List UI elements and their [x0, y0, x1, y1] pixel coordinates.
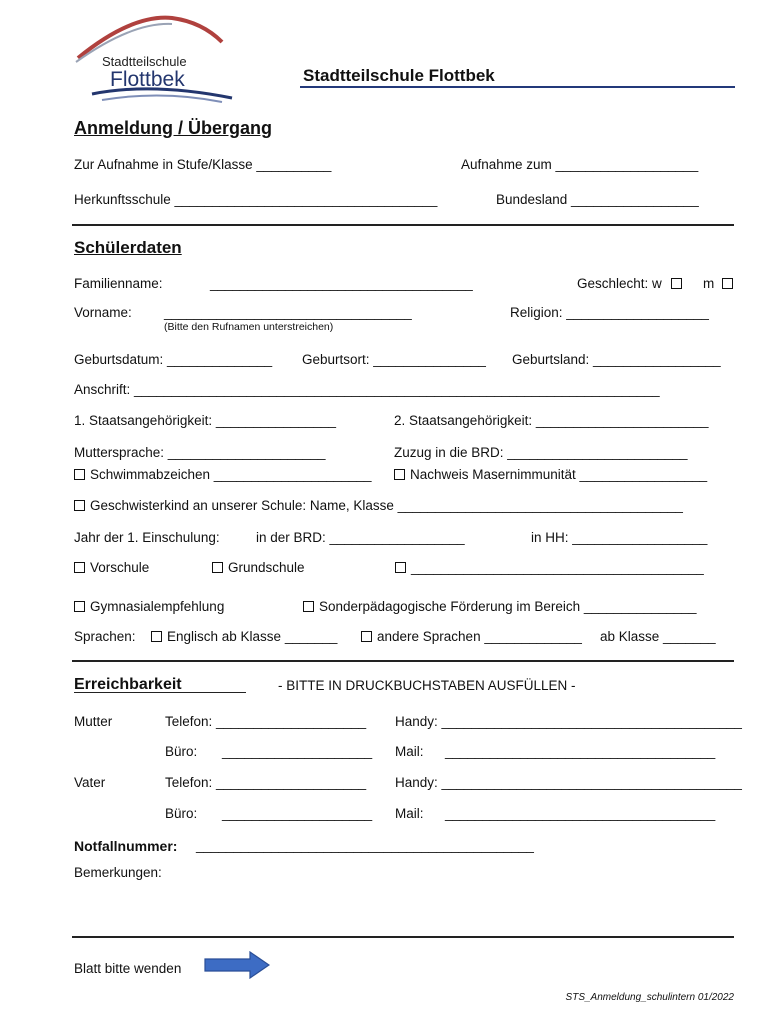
muttersprache-field[interactable]: Muttersprache: _____________________: [74, 445, 326, 460]
heading-underline: [74, 692, 246, 693]
andere-label: andere Sprachen _____________: [377, 629, 582, 644]
mutter-mail-label: Mail:: [395, 744, 424, 759]
in-hh-field[interactable]: in HH: __________________: [531, 530, 708, 545]
school-logo: [72, 12, 242, 104]
vater-mail-field[interactable]: ____________________________________: [445, 806, 716, 821]
checkbox-vorschule[interactable]: [74, 562, 85, 573]
geschwister-row[interactable]: [74, 498, 683, 513]
mutter-handy-field[interactable]: Handy: ________________________________________: [395, 714, 742, 729]
arrow-right-icon: [204, 951, 270, 979]
vorname-label: Vorname:: [74, 305, 132, 320]
vater-buero-field[interactable]: ____________________: [222, 806, 373, 821]
anschrift-field[interactable]: Anschrift: ______________________________________________________________________: [74, 382, 660, 397]
checkbox-andere[interactable]: [361, 631, 372, 642]
blatt-wenden: Blatt bitte wenden: [74, 961, 182, 976]
vorname-field[interactable]: _________________________________: [164, 305, 412, 320]
bemerkungen-area[interactable]: [72, 882, 734, 934]
mutter-buero-label: Büro:: [165, 744, 198, 759]
sonstige-row[interactable]: [395, 560, 704, 575]
checkbox-sonstige[interactable]: [395, 562, 406, 573]
religion-field[interactable]: Religion: ___________________: [510, 305, 709, 320]
sonder-row[interactable]: [303, 599, 697, 614]
document-code: STS_Anmeldung_schulintern 01/2022: [565, 992, 734, 1003]
geschwister-label: Geschwisterkind an unserer Schule: Name, Klasse ______________________________________: [90, 498, 683, 513]
staat1-field[interactable]: 1. Staatsangehörigkeit: ________________: [74, 413, 336, 428]
divider: [72, 660, 734, 662]
grundschule-label: Grundschule: [228, 560, 305, 575]
gymnasial-row[interactable]: [74, 599, 224, 614]
section-erreichbarkeit: Erreichbarkeit: [74, 676, 182, 693]
section-schuelerdaten: Schülerdaten: [74, 238, 182, 257]
masern-row[interactable]: [394, 467, 707, 482]
notfall-field[interactable]: _____________________________________________: [196, 838, 534, 853]
page-title: Anmeldung / Übergang: [74, 118, 272, 138]
stufe-field[interactable]: Zur Aufnahme in Stufe/Klasse __________: [74, 157, 332, 172]
andere-row[interactable]: [361, 629, 582, 644]
notfall-label: Notfallnummer:: [74, 838, 178, 854]
familienname-label: Familienname:: [74, 276, 163, 291]
divider: [72, 936, 734, 938]
sonstige-line: _______________________________________: [411, 560, 704, 575]
einschulung-label: Jahr der 1. Einschulung:: [74, 530, 220, 545]
vorschule-label: Vorschule: [90, 560, 150, 575]
schwimm-row[interactable]: [74, 467, 371, 482]
geschlecht-w[interactable]: [577, 276, 687, 291]
bemerkungen-label: Bemerkungen:: [74, 865, 162, 880]
checkbox-grundschule[interactable]: [212, 562, 223, 573]
aufnahme-field[interactable]: Aufnahme zum ___________________: [461, 157, 699, 172]
geburtsdatum-field[interactable]: Geburtsdatum: ______________: [74, 352, 273, 367]
masern-label: Nachweis Masernimmunität _________________: [410, 467, 708, 482]
checkbox-m[interactable]: [722, 278, 733, 289]
sonder-label: Sonderpädagogische Förderung im Bereich _______________: [319, 599, 697, 614]
geschlecht-m-label: m: [703, 276, 715, 291]
logo-line2: Flottbek: [110, 68, 185, 91]
geschlecht-m[interactable]: [703, 276, 738, 291]
schwimm-label: Schwimmabzeichen _____________________: [90, 467, 372, 482]
logo-line1: Stadtteilschule: [102, 54, 187, 69]
sprachen-label: Sprachen:: [74, 629, 136, 644]
vater-handy-field[interactable]: Handy: ________________________________________: [395, 775, 742, 790]
druckbuchstaben-note: - BITTE IN DRUCKBUCHSTABEN AUSFÜLLEN -: [278, 678, 576, 693]
vorschule-row[interactable]: [74, 560, 149, 575]
geburtsland-field[interactable]: Geburtsland: _________________: [512, 352, 721, 367]
checkbox-gymnasial[interactable]: [74, 601, 85, 612]
grundschule-row[interactable]: [212, 560, 305, 575]
bundesland-field[interactable]: Bundesland _________________: [496, 192, 699, 207]
vater-mail-label: Mail:: [395, 806, 424, 821]
vater-buero-label: Büro:: [165, 806, 198, 821]
familienname-field[interactable]: ___________________________________: [210, 276, 473, 291]
geburtsort-field[interactable]: Geburtsort: _______________: [302, 352, 486, 367]
divider: [72, 224, 734, 226]
checkbox-englisch[interactable]: [151, 631, 162, 642]
checkbox-w[interactable]: [671, 278, 682, 289]
school-name: Stadtteilschule Flottbek: [303, 66, 495, 85]
englisch-row[interactable]: [151, 629, 337, 644]
checkbox-masern[interactable]: [394, 469, 405, 480]
mutter-mail-field[interactable]: ____________________________________: [445, 744, 716, 759]
gymnasial-label: Gymnasialempfehlung: [90, 599, 225, 614]
mutter-buero-field[interactable]: ____________________: [222, 744, 373, 759]
ab-klasse-field[interactable]: ab Klasse _______: [600, 629, 716, 644]
geschlecht-label: Geschlecht: w: [577, 276, 662, 291]
vater-telefon-field[interactable]: Telefon: ____________________: [165, 775, 367, 790]
rufname-hint: (Bitte den Rufnamen unterstreichen): [164, 321, 334, 333]
checkbox-geschwister[interactable]: [74, 500, 85, 511]
vater-label: Vater: [74, 775, 106, 790]
staat2-field[interactable]: 2. Staatsangehörigkeit: _______________________: [394, 413, 709, 428]
mutter-label: Mutter: [74, 714, 113, 729]
zuzug-field[interactable]: Zuzug in die BRD: ________________________: [394, 445, 688, 460]
englisch-label: Englisch ab Klasse _______: [167, 629, 338, 644]
in-brd-field[interactable]: in der BRD: __________________: [256, 530, 465, 545]
checkbox-schwimm[interactable]: [74, 469, 85, 480]
herkunft-field[interactable]: Herkunftsschule ___________________________________: [74, 192, 438, 207]
header-rule: [300, 86, 735, 88]
checkbox-sonder[interactable]: [303, 601, 314, 612]
mutter-telefon-field[interactable]: Telefon: ____________________: [165, 714, 367, 729]
